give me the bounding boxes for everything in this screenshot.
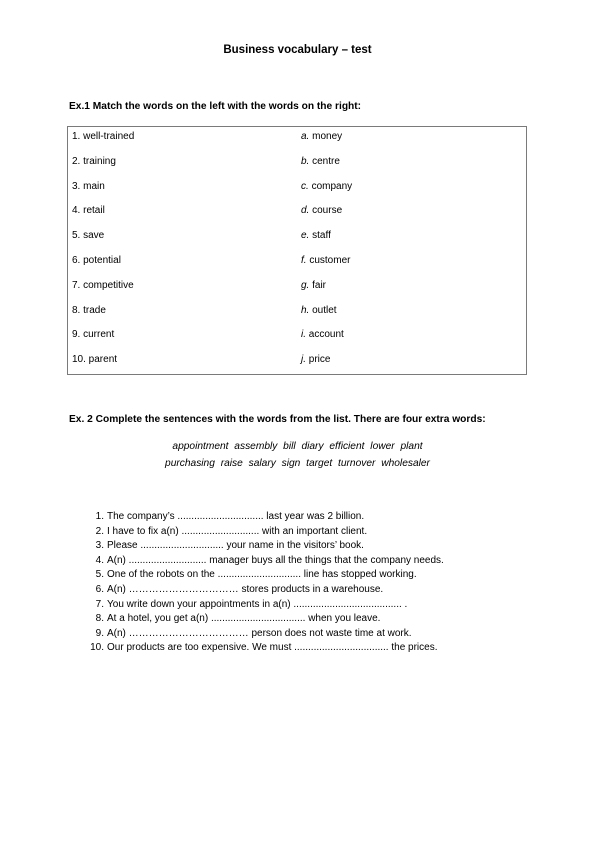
right-word: course bbox=[312, 205, 343, 217]
page-title: Business vocabulary – test bbox=[223, 44, 372, 56]
matching-row bbox=[68, 131, 526, 145]
sentence-number: 2. bbox=[95, 525, 104, 537]
right-word-item bbox=[301, 156, 340, 167]
sentence-item bbox=[86, 540, 566, 555]
sentence-item bbox=[86, 628, 566, 643]
matching-row bbox=[68, 280, 526, 294]
sentence-text: One of the robots on the .............................. line has stopped working. bbox=[107, 569, 417, 581]
right-word-item bbox=[301, 181, 352, 192]
sentence-item bbox=[86, 584, 566, 599]
right-word-item bbox=[301, 255, 350, 266]
sentence-number: 5. bbox=[95, 569, 104, 581]
sentence-text: At a hotel, you get a(n) .................................. when you leave. bbox=[107, 613, 381, 625]
sentence-number: 6. bbox=[95, 583, 104, 595]
sentence-list bbox=[86, 511, 566, 657]
left-word: 5. save bbox=[72, 230, 105, 242]
right-word-item bbox=[301, 305, 337, 316]
right-word-item bbox=[301, 354, 330, 365]
sentence-item bbox=[86, 511, 566, 526]
option-letter: b. bbox=[301, 155, 310, 167]
right-word-item bbox=[301, 131, 342, 142]
sentence-item bbox=[86, 526, 566, 541]
sentence-item bbox=[86, 599, 566, 614]
left-word: 1. well-trained bbox=[72, 131, 135, 142]
word-bank-line-1: appointment assembly bill diary efficient lower plant bbox=[172, 441, 423, 452]
left-word: 7. competitive bbox=[72, 279, 134, 291]
matching-row bbox=[68, 305, 526, 319]
option-letter: j. bbox=[301, 354, 306, 366]
option-letter: f. bbox=[301, 255, 307, 266]
sentence-number: 4. bbox=[95, 554, 104, 566]
sentence-text: I have to fix a(n) ............................ with an important client. bbox=[107, 525, 368, 537]
option-letter: i. bbox=[301, 329, 306, 341]
option-letter: c. bbox=[301, 180, 309, 192]
right-word: price bbox=[308, 354, 331, 366]
exercise-1-heading: Ex.1 Match the words on the left with the words on the right: bbox=[69, 101, 362, 112]
sentence-text: A(n) …………………………… stores products in a warehouse. bbox=[107, 583, 384, 595]
sentence-number: 8. bbox=[95, 613, 104, 625]
option-letter: g. bbox=[301, 279, 310, 291]
matching-row bbox=[68, 156, 526, 170]
word-bank-line-2: purchasing raise salary sign target turnover wholesaler bbox=[165, 458, 430, 469]
sentence-item bbox=[86, 613, 566, 628]
right-word: customer bbox=[309, 255, 351, 266]
sentence-item bbox=[86, 569, 566, 584]
option-letter: a. bbox=[301, 131, 310, 142]
matching-row bbox=[68, 255, 526, 269]
sentence-item bbox=[86, 555, 566, 570]
sentence-text: Please .............................. your name in the visitors’ book. bbox=[107, 540, 364, 552]
sentence-number: 1. bbox=[95, 511, 104, 522]
matching-row bbox=[68, 329, 526, 343]
sentence-number: 9. bbox=[95, 627, 104, 639]
right-word: fair bbox=[312, 279, 327, 291]
sentence-number: 3. bbox=[95, 540, 104, 552]
right-word-item bbox=[301, 280, 326, 291]
right-word: money bbox=[312, 131, 343, 142]
option-letter: h. bbox=[301, 304, 310, 316]
sentence-number: 7. bbox=[95, 598, 104, 610]
sentence-text: Our products are too expensive. We must .................................. the prices. bbox=[107, 642, 438, 654]
matching-row bbox=[68, 354, 526, 368]
matching-row bbox=[68, 205, 526, 219]
option-letter: e. bbox=[301, 230, 310, 242]
sentence-text: A(n) ............................ manager buys all the things that the company needs. bbox=[107, 554, 444, 566]
left-word: 4. retail bbox=[72, 205, 105, 217]
left-word: 10. parent bbox=[72, 354, 118, 366]
right-word-item bbox=[301, 329, 344, 340]
matching-table bbox=[67, 126, 527, 375]
sentence-item bbox=[86, 642, 566, 657]
right-word: staff bbox=[312, 230, 331, 242]
sentence-text: You write down your appointments in a(n) ....................................... . bbox=[107, 598, 408, 610]
left-word: 2. training bbox=[72, 155, 116, 167]
left-word: 6. potential bbox=[72, 255, 121, 266]
left-word: 3. main bbox=[72, 180, 105, 192]
left-word: 9. current bbox=[72, 329, 115, 341]
right-word-item bbox=[301, 230, 331, 241]
right-word: centre bbox=[312, 155, 340, 167]
option-letter: d. bbox=[301, 205, 310, 217]
right-word-item bbox=[301, 205, 342, 216]
left-word: 8. trade bbox=[72, 304, 106, 316]
right-word: outlet bbox=[312, 304, 337, 316]
exercise-2-heading: Ex. 2 Complete the sentences with the words from the list. There are four extra words: bbox=[69, 414, 486, 425]
matching-row bbox=[68, 181, 526, 195]
matching-row bbox=[68, 230, 526, 244]
right-word: account bbox=[308, 329, 344, 341]
right-word: company bbox=[311, 180, 353, 192]
sentence-text: The company’s ............................... last year was 2 billion. bbox=[107, 511, 365, 522]
sentence-number: 10. bbox=[90, 642, 104, 654]
sentence-text: A(n) ……………………………… person does not waste time at work. bbox=[107, 627, 412, 639]
